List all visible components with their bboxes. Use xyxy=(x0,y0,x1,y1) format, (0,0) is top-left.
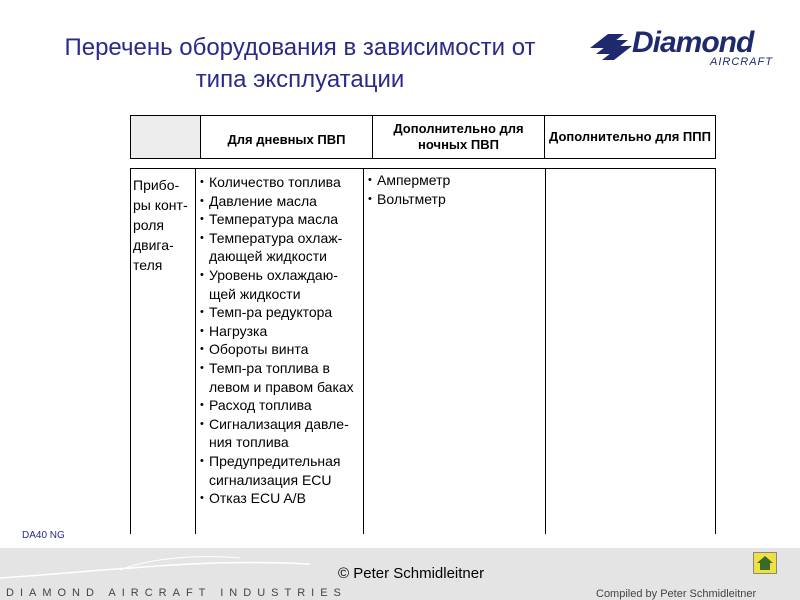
model-label: DA40 NG xyxy=(22,530,65,541)
list-item: • Температура охлаж- дающей жидкости xyxy=(200,229,363,266)
ifr-column xyxy=(546,169,716,534)
diamond-logo-icon xyxy=(588,30,632,64)
list-item: • Уровень охлаждаю- щей жидкости xyxy=(200,266,363,303)
list-item: • Предупредительная сигнализация ECU xyxy=(200,452,363,489)
home-button[interactable] xyxy=(753,552,777,574)
logo-word: Diamond xyxy=(632,26,754,59)
list-item: • Нагрузка xyxy=(200,322,363,341)
home-icon xyxy=(754,553,776,573)
list-item: • Вольтметр xyxy=(368,190,545,209)
equipment-table xyxy=(130,168,716,534)
list-item: • Сигнализация давле- ния топлива xyxy=(200,415,363,452)
diamond-logo xyxy=(588,28,778,72)
list-item: • Темп-ра топлива в левом и правом баках xyxy=(200,359,363,396)
list-item: • Температура масла xyxy=(200,210,363,229)
page-title: Перечень оборудования в зависимости от типа эксплуатации xyxy=(64,34,536,93)
aircraft-silhouette-icon xyxy=(0,548,320,588)
list-item: • Количество топлива xyxy=(200,173,363,192)
header-cell-night-vfr: Дополнительно для ночных ПВП xyxy=(373,116,545,158)
list-item: • Давление масла xyxy=(200,192,363,211)
list-item: • Амперметр xyxy=(368,171,545,190)
compiled-by-text: Compiled by Peter Schmidleitner xyxy=(596,588,757,600)
list-item: • Обороты винта xyxy=(200,340,363,359)
header-cell-day-vfr: Для дневных ПВП xyxy=(201,116,373,158)
list-item: • Темп-ра редуктора xyxy=(200,303,363,322)
list-item: • Отказ ECU A/B xyxy=(200,489,363,508)
company-name: DIAMOND AIRCRAFT INDUSTRIES xyxy=(6,587,347,599)
header-cell-blank xyxy=(131,116,201,158)
header-cell-ifr: Дополнительно для ППП xyxy=(549,129,711,144)
row-label-engine-instruments: Прибо-ры конт-роля двига-теля xyxy=(131,169,196,534)
day-vfr-column xyxy=(196,169,364,534)
logo-subtitle: AIRCRAFT xyxy=(710,56,773,68)
copyright-text: © Peter Schmidleitner xyxy=(338,565,485,582)
list-item: • Расход топлива xyxy=(200,396,363,415)
night-vfr-column xyxy=(364,169,546,534)
table-header xyxy=(130,115,716,159)
